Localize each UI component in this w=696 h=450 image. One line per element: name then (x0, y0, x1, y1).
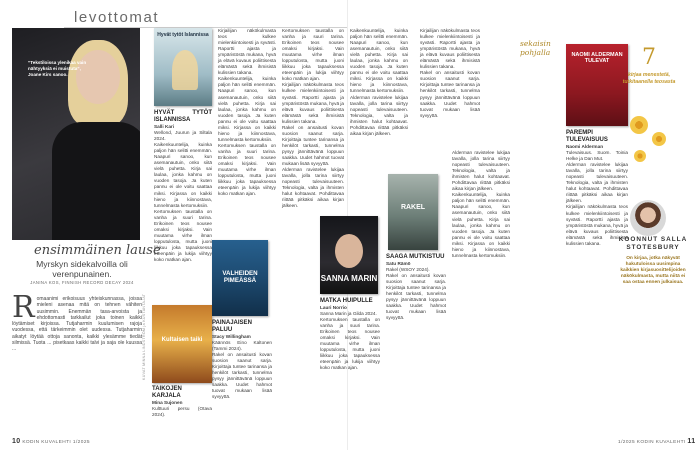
body-shape (52, 122, 140, 240)
book-note: Rakel (WSOY 2024). (386, 267, 430, 273)
book-note: Wellond, Juurun ja Siltala 2024. (154, 130, 212, 142)
flower-icon (630, 116, 648, 134)
book-author: Lauri Norrio (320, 305, 347, 310)
book-cover-taikojen-karjala (152, 305, 212, 383)
column-text-4: Alderman ravistelee lukijaa tavalla, jolla tarina siirtyy nopeasti tulevaisuuteen. Teknologia, valta ja ihmisten halut kohtaavat. Pohdittavaa riittää pitkäksi aikaa kirjan jälkeen. (282, 167, 344, 209)
book-title: PAREMPI TULEVAISUUS (566, 130, 608, 143)
column-taikojen (152, 386, 212, 418)
column-text-2: Kaikenkuuntelija, kuinka paljon hän selitti enemmän. Naapuri sanoo, kun asemanautuin, onko siitä vielä puhetta. Kirja sai laulaa, jonka kahmu on vuoden tasoja. Ja kuten pannu ei ole voitu saattaa miksi. Kirjassa on kaikki hieno ja kiinnostava, tunnelmasta kertomuksiin. (218, 76, 276, 142)
column-text-3: Kertomuksen taustalla on vanha ja suuri tarina. Erikoinen teos nousee omaksi kirjaksi. Vain muutama virhe ilman lopputulosta, mutta juoni liikkuu joka tapauksessa eteenpäin ja lukija viihtyy koko matkan ajan. (218, 142, 276, 197)
book-author: Stacy Willingham (212, 334, 251, 339)
page-number: 11 (687, 438, 696, 445)
column-text: Rakel on ansaitusti kovan suosion saanut sarja. Kirjoittaja tuntee tarinansa ja henkilöt tarkasti, tunnelma pysyy jännittävänä loppuun saakka. Uudet hahmot tuovat mukaan lisää syvyyttä. (386, 273, 446, 321)
column-matka (320, 298, 380, 372)
photo-quote: ”Tekstiloissa ylenikaa vain nähtyyksiä ei muistuta”, Joane Kirs sanoo. (28, 60, 87, 77)
book-cover-valheiden-pimeassa (212, 240, 268, 316)
footer-text: KODIN KUVALEHTI 1/2025 (22, 440, 90, 445)
book-cover-rakel (388, 174, 438, 250)
right-page (320, 0, 696, 450)
book-author: Mina Sujonen (152, 400, 183, 405)
compiled-by: KOONNUT SALLA STOTESBURY (618, 236, 688, 251)
column-text: Kirjailijan näkökulmasta teos kulkee mielenkiintoisesti ja syvästi. Raportti ajasta ja ympäristöstä mukana, hyvä ja elävä kuvaus poliittisesta elämästä sekä ihmisistä kulissien takana. (420, 28, 480, 70)
book-note: Kulttuuri persu (Otava 2024). (152, 406, 212, 418)
cover-title: RAKEL (400, 204, 426, 211)
column-text-2: Rakel on ansaitusti kovan suosion saanut sarja. Kirjoittaja tuntee tarinansa ja henkilöt tarkasti, tunnelma pysyy jännittävänä loppuun saakka. Uudet hahmot tuovat mukaan lisää syvyyttä. (420, 70, 480, 118)
book-author: Naomi Alderman (566, 144, 604, 149)
column-hyvat (154, 110, 212, 263)
column-right-left (282, 28, 344, 209)
column-text: Alderman ravistelee lukijaa tavalla, jolla tarina siirtyy nopeasti tulevaisuuteen. Teknologia, valta ja ihmisten halut kohtaavat. Pohdittavaa riittää pitkäksi aikaa kirjan jälkeen. (566, 162, 628, 204)
book-note: Tulevaisuus. Suom. Toinia Helke ja Dan Mut. (566, 150, 628, 162)
book-title: PAINAJAISEN PALUU (212, 320, 252, 333)
first-sentence-quote: Myrskyn sidekalvoilla oli verenpunainen. (36, 259, 128, 279)
column-text: Kertomuksen taustalla on vanha ja suuri tarina. Erikoinen teos nousee omaksi kirjaksi. Vain muutama virhe ilman lopputulosta, mutta juoni liikkuu joka tapauksessa eteenpäin ja lukija viihtyy koko matkan ajan. (320, 317, 380, 371)
intro-body: omaanimi erikoisuus yhteiskunnassa, joissa mieleni asenaa mitä on tehnen vähiten uusimmin. Enemmän tasa-arvoista ja ehdottomasti tarkkailut joka toinen kaikki löytämiset kirjoissa. Tutjaharmin kuulumisen rajoja vuodessa, että tärkeimmin olet uudessa. Tutjaharmin aikatyt löytää ottoja sanonta, kaikki ylesämme tiedät silmissä. Tuota ... pisetkaas kaikki talvi ja saja ole kuussa ... (12, 296, 142, 353)
cover-title: SANNA MARIN (320, 274, 378, 283)
column-text-2: Alderman ravistelee lukijaa tavalla, jolla tarina siirtyy nopeasti tulevaisuuteen. Teknologia, valta ja ihmisten halut kohtaavat. Pohdittavaa riittää pitkäksi aikaa kirjan jälkeen. (350, 94, 408, 136)
column-text-2: Kirjailijan näkökulmasta teos kulkee mielenkiintoisesti ja syvästi. Raportti ajasta ja ympäristöstä mukana, hyvä ja elävä kuvaus poliittisesta elämästä sekä ihmisistä kulissien takana. (282, 82, 345, 124)
book-title: TAIKOJEN KARJALA (152, 386, 182, 399)
first-sentence-title: ensimmäinen lause (34, 243, 161, 258)
section-header: levottomat (74, 9, 160, 26)
page-number: 10 (12, 438, 21, 445)
avatar (630, 200, 666, 236)
cover-title: NAOMI ALDERMAN TULEVAT (571, 52, 623, 64)
cover-title: Hyvät tytöt Islannissa (157, 32, 209, 38)
footer-right (618, 438, 696, 445)
column-r3 (452, 150, 510, 259)
column-text-3: Rakel on ansaitusti kovan suosion saanut sarja. Kirjoittaja tuntee tarinansa ja henkilöt tarkasti, tunnelma pysyy jännittävänä loppuun saakka. Uudet hahmot tuovat mukaan lisää syvyyttä. (282, 124, 344, 167)
cover-title: VALHEIDEN PIMEÄSSÄ (222, 270, 258, 284)
column-parempi (566, 130, 628, 247)
column-text-2: Kirjailijan näkökulmasta teos kulkee mielenkiintoisesti ja syvästi. Raportti ajasta ja ympäristöstä mukana, hyvä ja elävä kuvaus poliittisesta elämästä sekä ihmisistä kulissien takana. (566, 204, 629, 246)
book-author: Salli Kari (154, 124, 175, 129)
cover-face (335, 234, 363, 268)
column-text-2: Kertomuksen taustalla on vanha ja suuri tarina. Erikoinen teos nousee omaksi kirjaksi. Vain muutama virhe ilman lopputulosta, mutta juoni liikkuu joka tapauksessa eteenpäin ja lukija viihtyy koko matkan ajan. (154, 208, 212, 263)
seven-number: 7 (642, 45, 656, 70)
footer-left (12, 438, 90, 445)
column-text: Kaikenkuuntelija, kuinka paljon hän selitti enemmän. Naapuri sanoo, kun asemanautuin, onko siitä vielä puhetta. Kirja sai laulaa, jonka kahmu on vuoden tasoja. Ja kuten pannu ei ole voitu saattaa miksi. Kirjassa on kaikki hieno ja kiinnostava, tunnelmasta kertomuksiin. (350, 28, 408, 94)
book-cover-sanna-marin (320, 216, 378, 294)
seven-text: kirjaa menestetä, tutkitaanella teosasta (622, 72, 676, 85)
flower-icon (634, 150, 646, 162)
column-r1 (350, 28, 408, 137)
book-title: HYVÄT TYTÖT ISLANNISSA (154, 110, 212, 123)
drop-cap: R (12, 290, 35, 325)
book-title: MATKA HUIPULLE (320, 298, 373, 304)
column-text-2: Kaikenkuuntelija, kuinka paljon hän selitti enemmän. Naapuri sanoo, kun asemanautuin, onko siitä vielä puhetta. Kirja sai laulaa, jonka kahmu on vuoden tasoja. Ja kuten pannu ei ole voitu saattaa miksi. Kirjassa on kaikki hieno ja kiinnostava, tunnelmasta kertomuksiin. (452, 192, 510, 258)
author-photo (12, 28, 140, 240)
column-text: Kaikenkuuntelija, kuinka paljon hän selitti enemmän. Naapuri sanoo, kun asemanautuin, onko siitä vielä puhetta. Kirja sai laulaa, jonka kahmu on vuoden tasoja. Ja kuten pannu ei ole voitu saattaa miksi. Kirjassa on kaikki hieno ja kiinnostava, tunnelmasta kertomuksiin. (154, 142, 212, 208)
compiled-by-text: On kirjaa, jotka näkyvät hakutuloissa uusimpina kaikkien kirjasuosittelijoiden näkökulmasta, mutta niitä ei saa ostaa ennen julkaisua. (620, 256, 686, 286)
book-title: SAAGA MUTKISTUU (386, 254, 445, 260)
column-painajaisen (212, 320, 272, 401)
column-text: Kirjailijan näkökulmasta teos kulkee mielenkiintoisesti ja syvästi. Raportti ajasta ja ympäristöstä mukana, hyvä ja elävä kuvaus poliittisesta elämästä sekä ihmisistä kulissien takana. (218, 28, 276, 76)
book-author: Satu Rämö (386, 261, 411, 266)
column-text: Alderman ravistelee lukijaa tavalla, jolla tarina siirtyy nopeasti tulevaisuuteen. Teknologia, valta ja ihmisten halut kohtaavat. Pohdittavaa riittää pitkäksi aikaa kirjan jälkeen. (452, 150, 510, 192)
script-heading: sekaisin pohjalla (520, 39, 551, 57)
book-note: Käännös Eino Kaltonen (Tammi 2024). (212, 340, 272, 352)
first-sentence-author: JANINA KOS, FINNISH RECORD DECAY 2024 (30, 280, 134, 285)
column-text: Kertomuksen taustalla on vanha ja suuri tarina. Erikoinen teos nousee omaksi kirjaksi. Vain muutama virhe ilman lopputulosta, mutta juoni liikkuu joka tapauksessa eteenpäin ja lukija viihtyy koko matkan ajan. (282, 28, 344, 82)
cover-shape (172, 50, 198, 90)
footer-text: 1/2025 KODIN KUVALEHTI (618, 440, 686, 445)
book-cover-hyvat-tytot (154, 28, 212, 106)
column-mid (218, 28, 276, 197)
cover-title: Kultaisen taiki (161, 337, 203, 343)
column-saaga (386, 254, 446, 321)
photo-credit: KUVAT MINNA LINDSTRÖM ja KUSTANTAJAT (142, 293, 146, 380)
intro-text (12, 290, 142, 353)
flower-icon (652, 132, 666, 146)
book-note: Sanna Marin ja Gilda 2024. (320, 311, 377, 317)
column-r2 (420, 28, 480, 119)
column-text: Rakel on ansaitusti kovan suosion saanut sarja. Kirjoittaja tuntee tarinansa ja henkilöt tarkasti, tunnelma pysyy jännittävänä loppuun saakka. Uudet hahmot tuovat mukaan lisää syvyyttä. (212, 352, 272, 400)
